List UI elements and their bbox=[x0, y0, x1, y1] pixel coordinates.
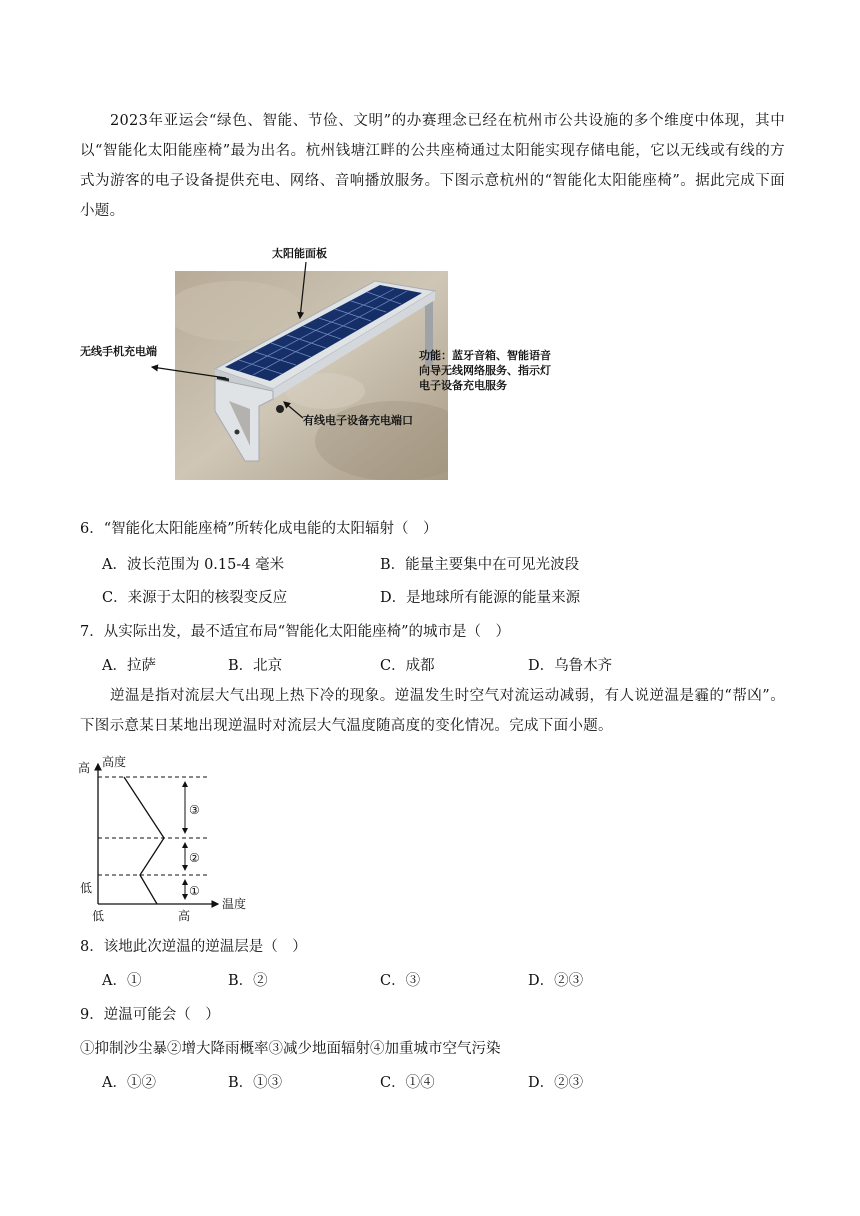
q8-option-d[interactable]: D．②③ bbox=[528, 973, 584, 989]
layer-label-1: ① bbox=[189, 884, 200, 898]
label-functions-line-3: 电子设备充电服务 bbox=[419, 379, 507, 392]
layer-label-3: ③ bbox=[189, 803, 200, 817]
q7-option-b[interactable]: B．北京 bbox=[228, 658, 283, 674]
q6-option-c[interactable]: C．来源于太阳的核裂变反应 bbox=[102, 590, 288, 606]
q7-option-c[interactable]: C．成都 bbox=[380, 658, 435, 674]
label-solar-panel: 太阳能面板 bbox=[272, 247, 327, 260]
q9-option-a[interactable]: A．①② bbox=[102, 1075, 156, 1091]
inversion-profile-graph bbox=[78, 752, 258, 922]
q9-statements: ①抑制沙尘暴②增大降雨概率③减少地面辐射④加重城市空气污染 bbox=[80, 1041, 501, 1057]
label-functions-line-2: 向导无线网络服务、指示灯 bbox=[419, 364, 551, 377]
x-right-label: 高 bbox=[178, 909, 191, 922]
figure1-annotation-arrows bbox=[0, 0, 860, 500]
intro-paragraph-1: 2023年亚运会“绿色、智能、节俭、文明”的办赛理念已经在杭州市公共设施的多个维度中体现，其中以“智能化太阳能座椅”最为出名。杭州钱塘江畔的公共座椅通过太阳能实现存储电能，它以无线或有线的方式为游客的电子设备提供充电、网络、音响播放服务。下图示意杭州的“智能化太阳能座椅”。据此完成下面小题。 bbox=[80, 113, 785, 219]
label-wireless-charger: 无线手机充电端 bbox=[80, 345, 157, 358]
q9-option-c[interactable]: C．①④ bbox=[380, 1075, 435, 1091]
q6-option-a[interactable]: A．波长范围为 0.15-4 毫米 bbox=[102, 557, 285, 573]
question-6-stem: 6．“智能化太阳能座椅”所转化成电能的太阳辐射（ ） bbox=[80, 521, 438, 537]
y-axis-title: 高度 bbox=[102, 755, 127, 769]
intro-paragraph-2: 逆温是指对流层大气出现上热下冷的现象。逆温发生时空气对流运动减弱，有人说逆温是霾的“帮凶”。下图示意某日某地出现逆温时对流层大气温度随高度的变化情况。完成下面小题。 bbox=[80, 688, 785, 734]
q8-option-b[interactable]: B．② bbox=[228, 973, 268, 989]
label-functions-line-1: 功能：蓝牙音箱、智能语音 bbox=[419, 349, 551, 362]
y-top-label: 高 bbox=[78, 761, 91, 775]
question-7-stem: 7．从实际出发，最不适宜布局“智能化太阳能座椅”的城市是（ ） bbox=[80, 624, 511, 640]
q8-option-c[interactable]: C．③ bbox=[380, 973, 421, 989]
label-wired-port: 有线电子设备充电端口 bbox=[303, 414, 413, 427]
x-axis-title: 温度 bbox=[222, 897, 247, 911]
layer-label-2: ② bbox=[189, 851, 200, 865]
q9-option-b[interactable]: B．①③ bbox=[228, 1075, 283, 1091]
q6-option-b[interactable]: B．能量主要集中在可见光波段 bbox=[380, 557, 580, 573]
temperature-profile-line bbox=[124, 777, 164, 904]
q9-option-d[interactable]: D．②③ bbox=[528, 1075, 584, 1091]
q7-option-a[interactable]: A．拉萨 bbox=[102, 658, 156, 674]
y-bottom-label: 低 bbox=[80, 881, 93, 895]
question-8-stem: 8．该地此次逆温的逆温层是（ ） bbox=[80, 939, 307, 955]
q7-option-d[interactable]: D．乌鲁木齐 bbox=[528, 658, 613, 674]
x-left-label: 低 bbox=[92, 909, 105, 922]
question-9-stem: 9．逆温可能会（ ） bbox=[80, 1007, 220, 1023]
q6-option-d[interactable]: D．是地球所有能源的能量来源 bbox=[380, 590, 581, 606]
q8-option-a[interactable]: A．① bbox=[102, 973, 142, 989]
